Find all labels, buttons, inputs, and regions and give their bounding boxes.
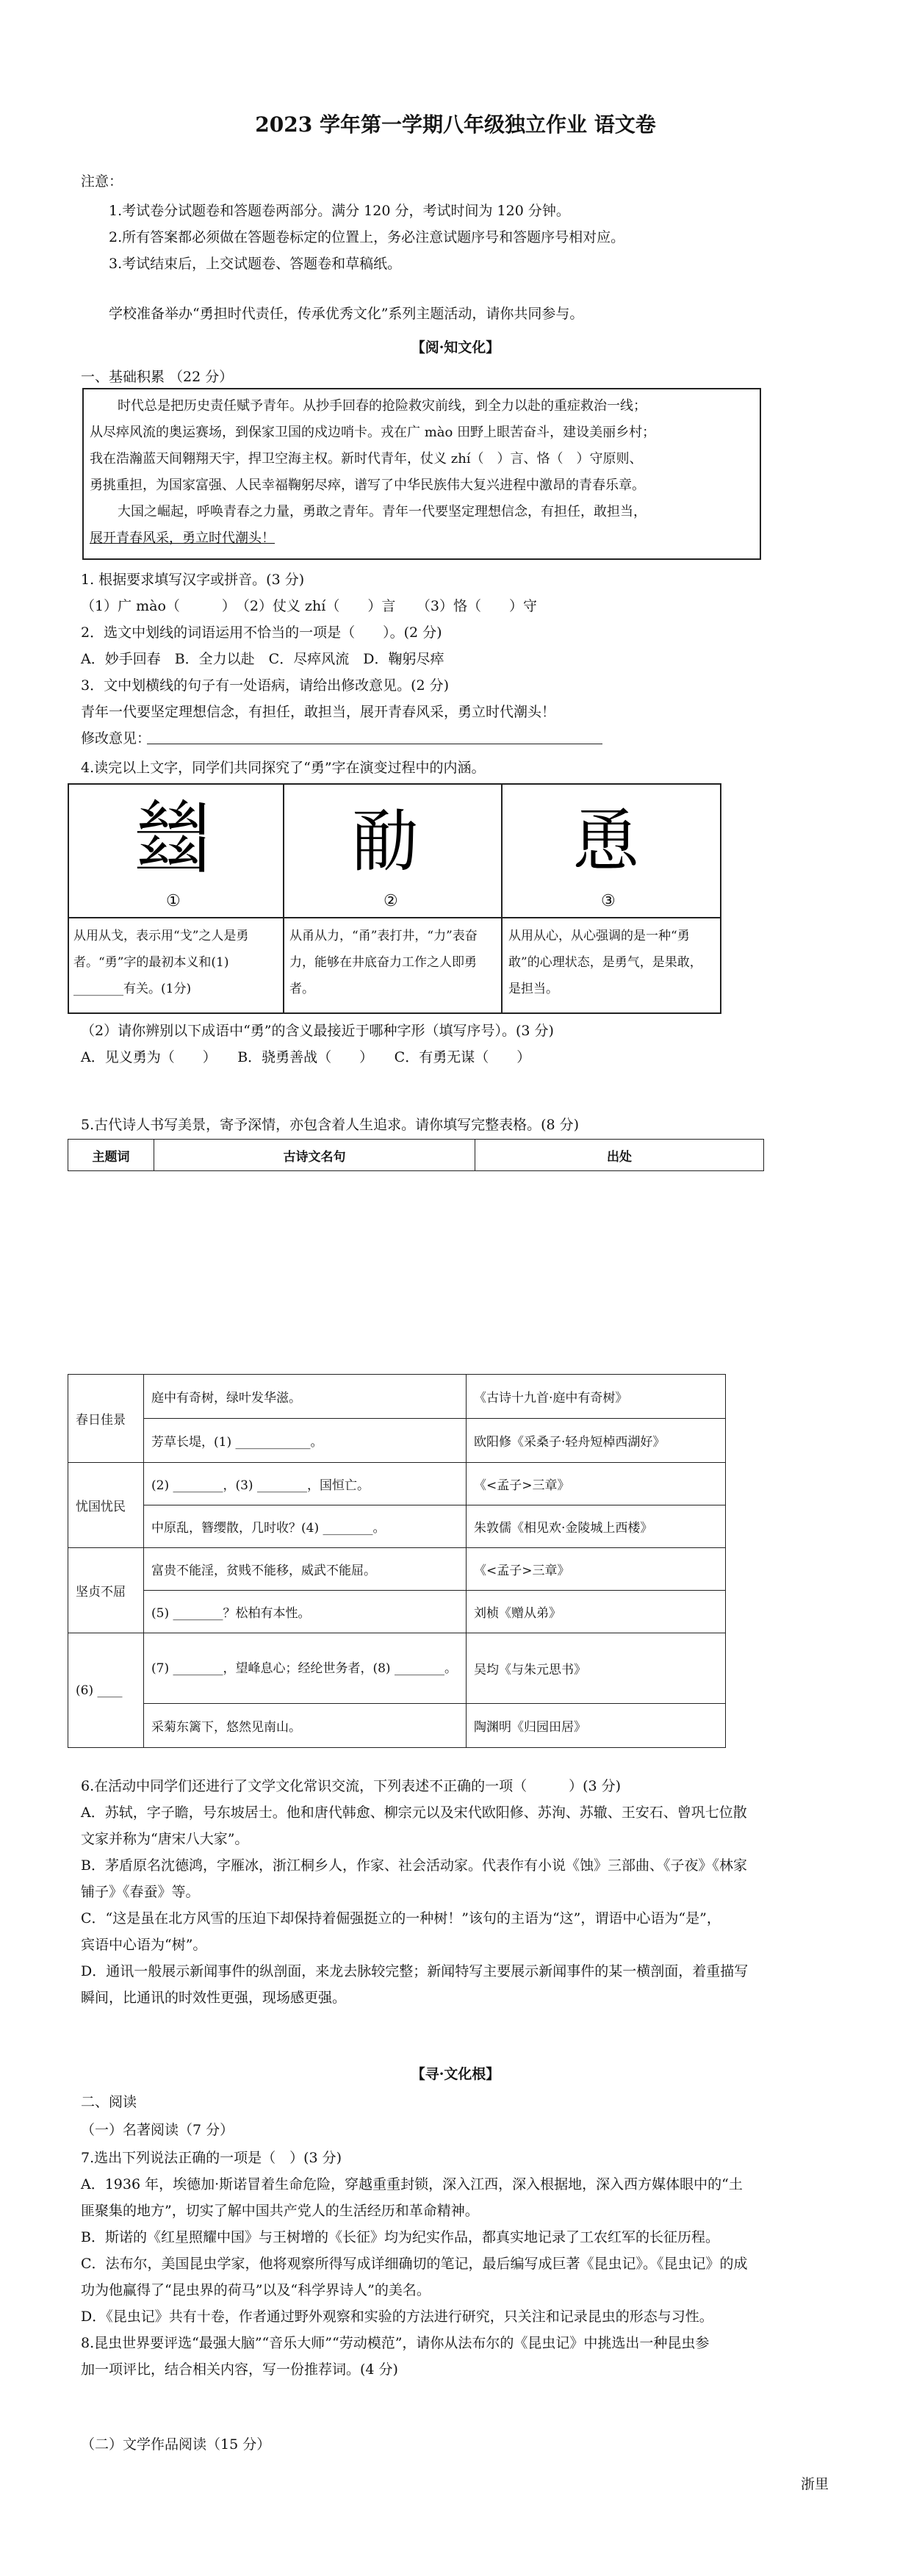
verse-cell: 采菊东篱下，悠然见南山。	[144, 1704, 467, 1748]
glyph-character: 勈	[351, 802, 420, 881]
verse-cell: 庭中有奇树，绿叶发华滋。	[144, 1375, 467, 1419]
notice-item: 2.所有答案都必须做在答题卷标定的位置上，务必注意试题序号和答题序号相对应。	[109, 229, 625, 245]
passage-line: 勇挑重担，为国家富强、人民幸福鞠躬尽瘁，谱写了中华民族伟大复兴进程中激昂的青春乐章。	[90, 478, 645, 493]
verse-cell[interactable]: (7) ________，望峰息心；经纶世务者，(8) ________。	[144, 1633, 467, 1704]
question-7-option: B．斯诺的《红星照耀中国》与王树增的《长征》均为纪实作品，都真实地记录了工农红军的长征历程。	[81, 2229, 719, 2245]
theme-cell: 坚贞不屈	[68, 1548, 144, 1633]
passage-line: 从尽瘁风流的奥运赛场，到保家卫国的戍边哨卡。戎在广 mào 田野上眼苦奋斗，建设美丽乡村；	[90, 425, 656, 440]
question-2: 2．选文中划线的词语运用不恰当的一项是（ ）。(2 分)	[81, 625, 442, 641]
source-cell: 《古诗十九首·庭中有奇树》	[467, 1375, 726, 1419]
question-6: 6.在活动中同学们还进行了文学文化常识交流，下列表述不正确的一项（ ）(3 分)	[81, 1778, 622, 1794]
question-7-option: C．法布尔，美国昆虫学家，他将观察所得写成详细确切的笔记，最后编写成巨著《昆虫记》。《昆虫记》的成	[81, 2256, 748, 2272]
divider	[283, 783, 284, 1012]
subsection-heading: （一）名著阅读（7 分）	[81, 2122, 234, 2138]
question-4-2: （2）请你辨别以下成语中“勇”的含义最接近于哪种字形（填写序号）。(3 分)	[81, 1023, 554, 1039]
question-7-option: 功为他赢得了“昆虫界的荷马”以及“科学界诗人”的美名。	[81, 2282, 431, 2298]
question-7-option: A．1936 年，埃德加·斯诺冒着生命危险，穿越重重封锁，深入江西，深入根据地，深入西方媒体眼中的“土	[81, 2176, 743, 2192]
question-1: 1. 根据要求填写汉字或拼音。(3 分)	[81, 572, 305, 588]
question-6-option: D．通讯一般展示新闻事件的纵剖面，来龙去脉较完整；新闻特写主要展示新闻事件的某一横剖面，着重描写	[81, 1963, 749, 1979]
question-2-options: A．妙手回春 B．全力以赴 C．尽瘁风流 D．鞠躬尽瘁	[81, 651, 444, 667]
source-cell: 吴均《与朱元思书》	[467, 1633, 726, 1704]
question-1-items: （1）广 mào（ ） （2）仗义 zhí（ ）言 （3）恪（ ）守	[81, 598, 537, 614]
glyph-number: ③	[601, 892, 616, 910]
question-3-sentence: 青年一代要坚定理想信念，有担任，敢担当，展开青春风采，勇立时代潮头！	[81, 704, 556, 720]
question-6-option: C．“这是虽在北方风雪的压迫下却保持着倔强挺立的一种树！”该句的主语为“这”，谓语中心语为“是”，	[81, 1910, 721, 1926]
source-cell: 朱敦儒《相见欢·金陵城上西楼》	[467, 1505, 726, 1548]
question-6-option: A．苏轼，字子瞻，号东坡居士。他和唐代韩愈、柳宗元以及宋代欧阳修、苏洵、苏辙、王安石、曾巩七位散	[81, 1805, 747, 1821]
question-3-answer-label: 修改意见：	[81, 730, 151, 746]
source-cell: 陶渊明《归园田居》	[467, 1704, 726, 1748]
question-7-option: D．《昆虫记》共有十卷，作者通过野外观察和实验的方法进行研究，只关注和记录昆虫的形态与习性。	[81, 2309, 713, 2325]
page-title: 2023 学年第一学期八年级独立作业 语文卷	[255, 112, 656, 137]
glyph-description: 从用从心，从心强调的是一种“勇敢”的心理状态，是勇气，是果敢，是担当。	[508, 929, 702, 996]
verse-cell[interactable]: 芳草长堤，(1) ____________。	[144, 1419, 467, 1463]
header-cell: 出处	[475, 1140, 764, 1171]
glyph-number: ②	[384, 892, 398, 910]
section2-heading: 二、阅读	[81, 2094, 137, 2110]
header-cell: 古诗文名句	[154, 1140, 475, 1171]
passage-line: 展开青春风采，勇立时代潮头！	[90, 530, 275, 546]
question-6-option: 宾语中心语为“树”。	[81, 1937, 207, 1953]
question-3: 3．文中划横线的句子有一处语病，请给出修改意见。(2 分)	[81, 677, 450, 694]
poem-table-header	[68, 1139, 764, 1171]
glyph-description: 从甬从力，“甬”表打井，“力”表奋力，能够在井底奋力工作之人即勇者。	[289, 929, 478, 996]
question-8: 8.昆虫世界要评选“最强大脑”“音乐大师”“劳动模范”，请你从法布尔的《昆虫记》中挑选出一种昆虫参	[81, 2335, 710, 2351]
notice-item: 3.考试结束后，上交试题卷、答题卷和草稿纸。	[109, 256, 402, 272]
question-4-2-options: A．见义勇为（ ） B．骁勇善战（ ） C．有勇无谋（ ）	[81, 1049, 531, 1065]
theme-cell[interactable]: (6) ____	[68, 1633, 144, 1748]
part2-heading: 【寻·文化根】	[411, 2066, 500, 2082]
notice-item: 1.考试卷分试题卷和答题卷两部分。满分 120 分，考试时间为 120 分钟。	[109, 203, 570, 219]
glyph-character: 𢇍	[131, 792, 212, 886]
notice-heading: 注意：	[81, 173, 123, 190]
question-6-option: 文家并称为“唐宋八大家”。	[81, 1831, 249, 1847]
verse-cell[interactable]: (5) ________？松柏有本性。	[144, 1591, 467, 1633]
glyph-description: 从用从戈，表示用“戈”之人是勇者。“勇”字的最初本义和(1) ________有关。(1分)	[73, 929, 249, 996]
source-cell: 《<孟子>三章》	[467, 1463, 726, 1505]
question-7-option: 匪聚集的地方”，切实了解中国共产党人的生活经历和革命精神。	[81, 2203, 479, 2219]
part1-heading: 【阅·知文化】	[411, 339, 500, 356]
question-4: 4.读完以上文字，同学们共同探究了“勇”字在演变过程中的内涵。	[81, 760, 486, 776]
header-cell: 主题词	[68, 1140, 154, 1171]
source-cell: 刘桢《赠从弟》	[467, 1591, 726, 1633]
subsection-heading: （二）文学作品阅读（15 分）	[81, 2436, 271, 2453]
theme-cell: 忧国忧民	[68, 1463, 144, 1548]
question-7: 7.选出下列说法正确的一项是（ ）(3 分)	[81, 2150, 342, 2166]
question-6-option: B．茅盾原名沈德鸿，字雁冰，浙江桐乡人，作家、社会活动家。代表作有小说《蚀》三部曲、《子夜》《林家	[81, 1857, 747, 1874]
divider	[68, 917, 720, 918]
passage-line: 时代总是把历史责任赋予青年。从抄手回春的抢险救灾前线，到全力以赴的重症救治一线；	[118, 398, 647, 414]
footer-text: 浙里	[801, 2476, 829, 2492]
question-8: 加一项评比，结合相关内容，写一份推荐词。(4 分)	[81, 2361, 398, 2378]
question-5: 5.古代诗人书写美景，寄予深情，亦包含着人生追求。请你填写完整表格。(8 分)	[81, 1117, 580, 1133]
source-cell: 欧阳修《采桑子·轻舟短棹西湖好》	[467, 1419, 726, 1463]
poem-table	[68, 1374, 726, 1748]
passage-line: 大国之崛起，呼唤青春之力量，勇敢之青年。青年一代要坚定理想信念，有担任，敢担当，	[118, 504, 647, 519]
divider	[501, 783, 503, 1012]
question-6-option: 铺子》《春蚕》等。	[81, 1884, 200, 1900]
glyph-number: ①	[166, 892, 181, 910]
verse-cell: 富贵不能淫，贫贱不能移，威武不能屈。	[144, 1548, 467, 1591]
intro-text: 学校准备举办“勇担时代责任，传承优秀文化”系列主题活动，请你共同参与。	[109, 306, 584, 322]
question-6-option: 瞬间，比通讯的时效性更强，现场感更强。	[81, 1990, 347, 2006]
section1-heading: 一、基础积累 （22 分）	[81, 369, 234, 385]
passage-line: 我在浩瀚蓝天间翱翔天宇，捍卫空海主权。新时代青年，仗义 zhí（ ）言、恪（ ）守原则、	[90, 451, 643, 467]
glyph-character: 恿	[572, 802, 640, 881]
theme-cell: 春日佳景	[68, 1375, 144, 1463]
source-cell: 《<孟子>三章》	[467, 1548, 726, 1591]
verse-cell[interactable]: 中原乱，簪缨散，几时收？(4) ________。	[144, 1505, 467, 1548]
verse-cell[interactable]: (2) ________，(3) ________，国恒亡。	[144, 1463, 467, 1505]
